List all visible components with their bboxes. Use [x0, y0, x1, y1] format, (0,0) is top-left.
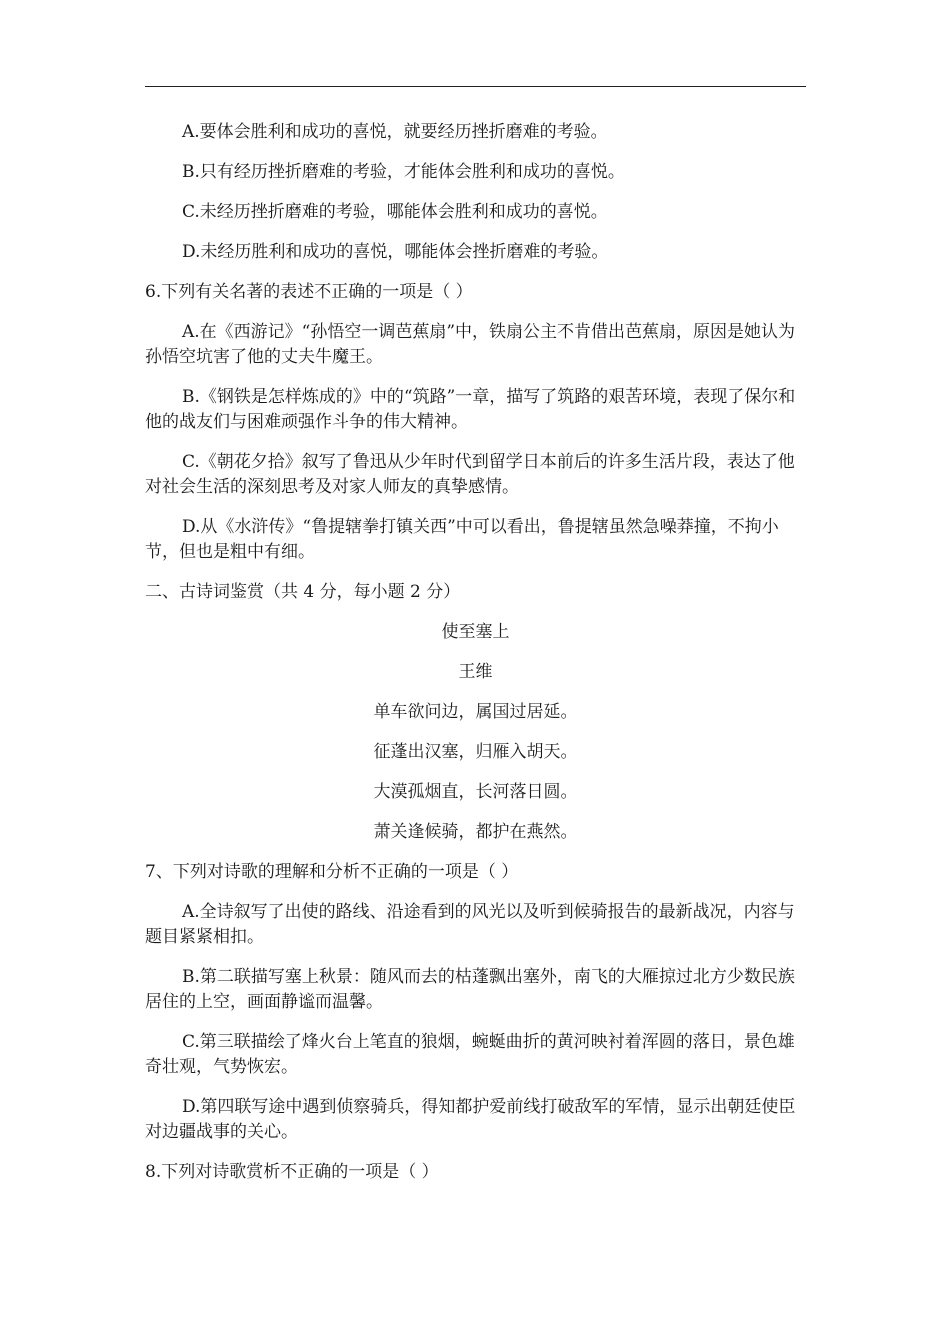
poem-title: 使至塞上: [441, 622, 510, 642]
document-body: [145, 120, 806, 1185]
q5-option-a: A.要体会胜利和成功的喜悦，就要经历挫折磨难的考验。: [182, 122, 608, 142]
q5-option-d: D.未经历胜利和成功的喜悦，哪能体会挫折磨难的考验。: [182, 242, 609, 262]
q6-option-b: B.《钢铁是怎样炼成的》中的“筑路”一章，描写了筑路的艰苦环境，表现了保尔和他的战友们与困难顽强作斗争的伟大精神。: [145, 387, 796, 432]
header-rule: [145, 86, 806, 87]
q7-option-b: B.第二联描写塞上秋景：随风而去的枯蓬飘出塞外，南飞的大雁掠过北方少数民族居住的上空，画面静谧而温馨。: [145, 967, 795, 1012]
poem-line-2: 征蓬出汉塞，归雁入胡天。: [373, 742, 578, 762]
q6-option-a: A.在《西游记》“孙悟空一调芭蕉扇”中，铁扇公主不肯借出芭蕉扇，原因是她认为孙悟空坑害了他的丈夫牛魔王。: [145, 322, 796, 367]
q8-stem: 8.下列对诗歌赏析不正确的一项是（ ）: [145, 1162, 439, 1182]
poem-line-3: 大漠孤烟直，长河落日圆。: [373, 782, 578, 802]
q6-option-d: D.从《水浒传》“鲁提辖拳打镇关西”中可以看出，鲁提辖虽然急噪莽撞，不拘小节，但也是粗中有细。: [145, 517, 779, 562]
poem-line-1: 单车欲问边，属国过居延。: [373, 702, 578, 722]
q5-option-b: B.只有经历挫折磨难的考验，才能体会胜利和成功的喜悦。: [182, 162, 625, 182]
q7-option-d: D.第四联写途中遇到侦察骑兵，得知都护爱前线打破敌军的军情，显示出朝廷使臣对边疆战事的关心。: [145, 1097, 796, 1142]
poem: [145, 620, 806, 845]
q6-option-c: C.《朝花夕拾》叙写了鲁迅从少年时代到留学日本前后的许多生活片段，表达了他对社会生活的深刻思考及对家人师友的真挚感情。: [145, 452, 795, 497]
q7-stem: 7、下列对诗歌的理解和分析不正确的一项是（ ）: [145, 862, 519, 882]
q7-option-c: C.第三联描绘了烽火台上笔直的狼烟，蜿蜒曲折的黄河映衬着浑圆的落日，景色雄奇壮观，气势恢宏。: [145, 1032, 795, 1077]
section2-heading: 二、古诗词鉴赏（共 4 分，每小题 2 分）: [145, 582, 461, 602]
poem-author: 王维: [458, 662, 493, 682]
q6-stem: 6.下列有关名著的表述不正确的一项是（ ）: [145, 282, 473, 302]
poem-line-4: 萧关逢候骑，都护在燕然。: [373, 822, 578, 842]
q7-option-a: A.全诗叙写了出使的路线、沿途看到的风光以及听到候骑报告的最新战况，内容与题目紧紧相扣。: [145, 902, 795, 947]
q5-option-c: C.未经历挫折磨难的考验，哪能体会胜利和成功的喜悦。: [182, 202, 608, 222]
